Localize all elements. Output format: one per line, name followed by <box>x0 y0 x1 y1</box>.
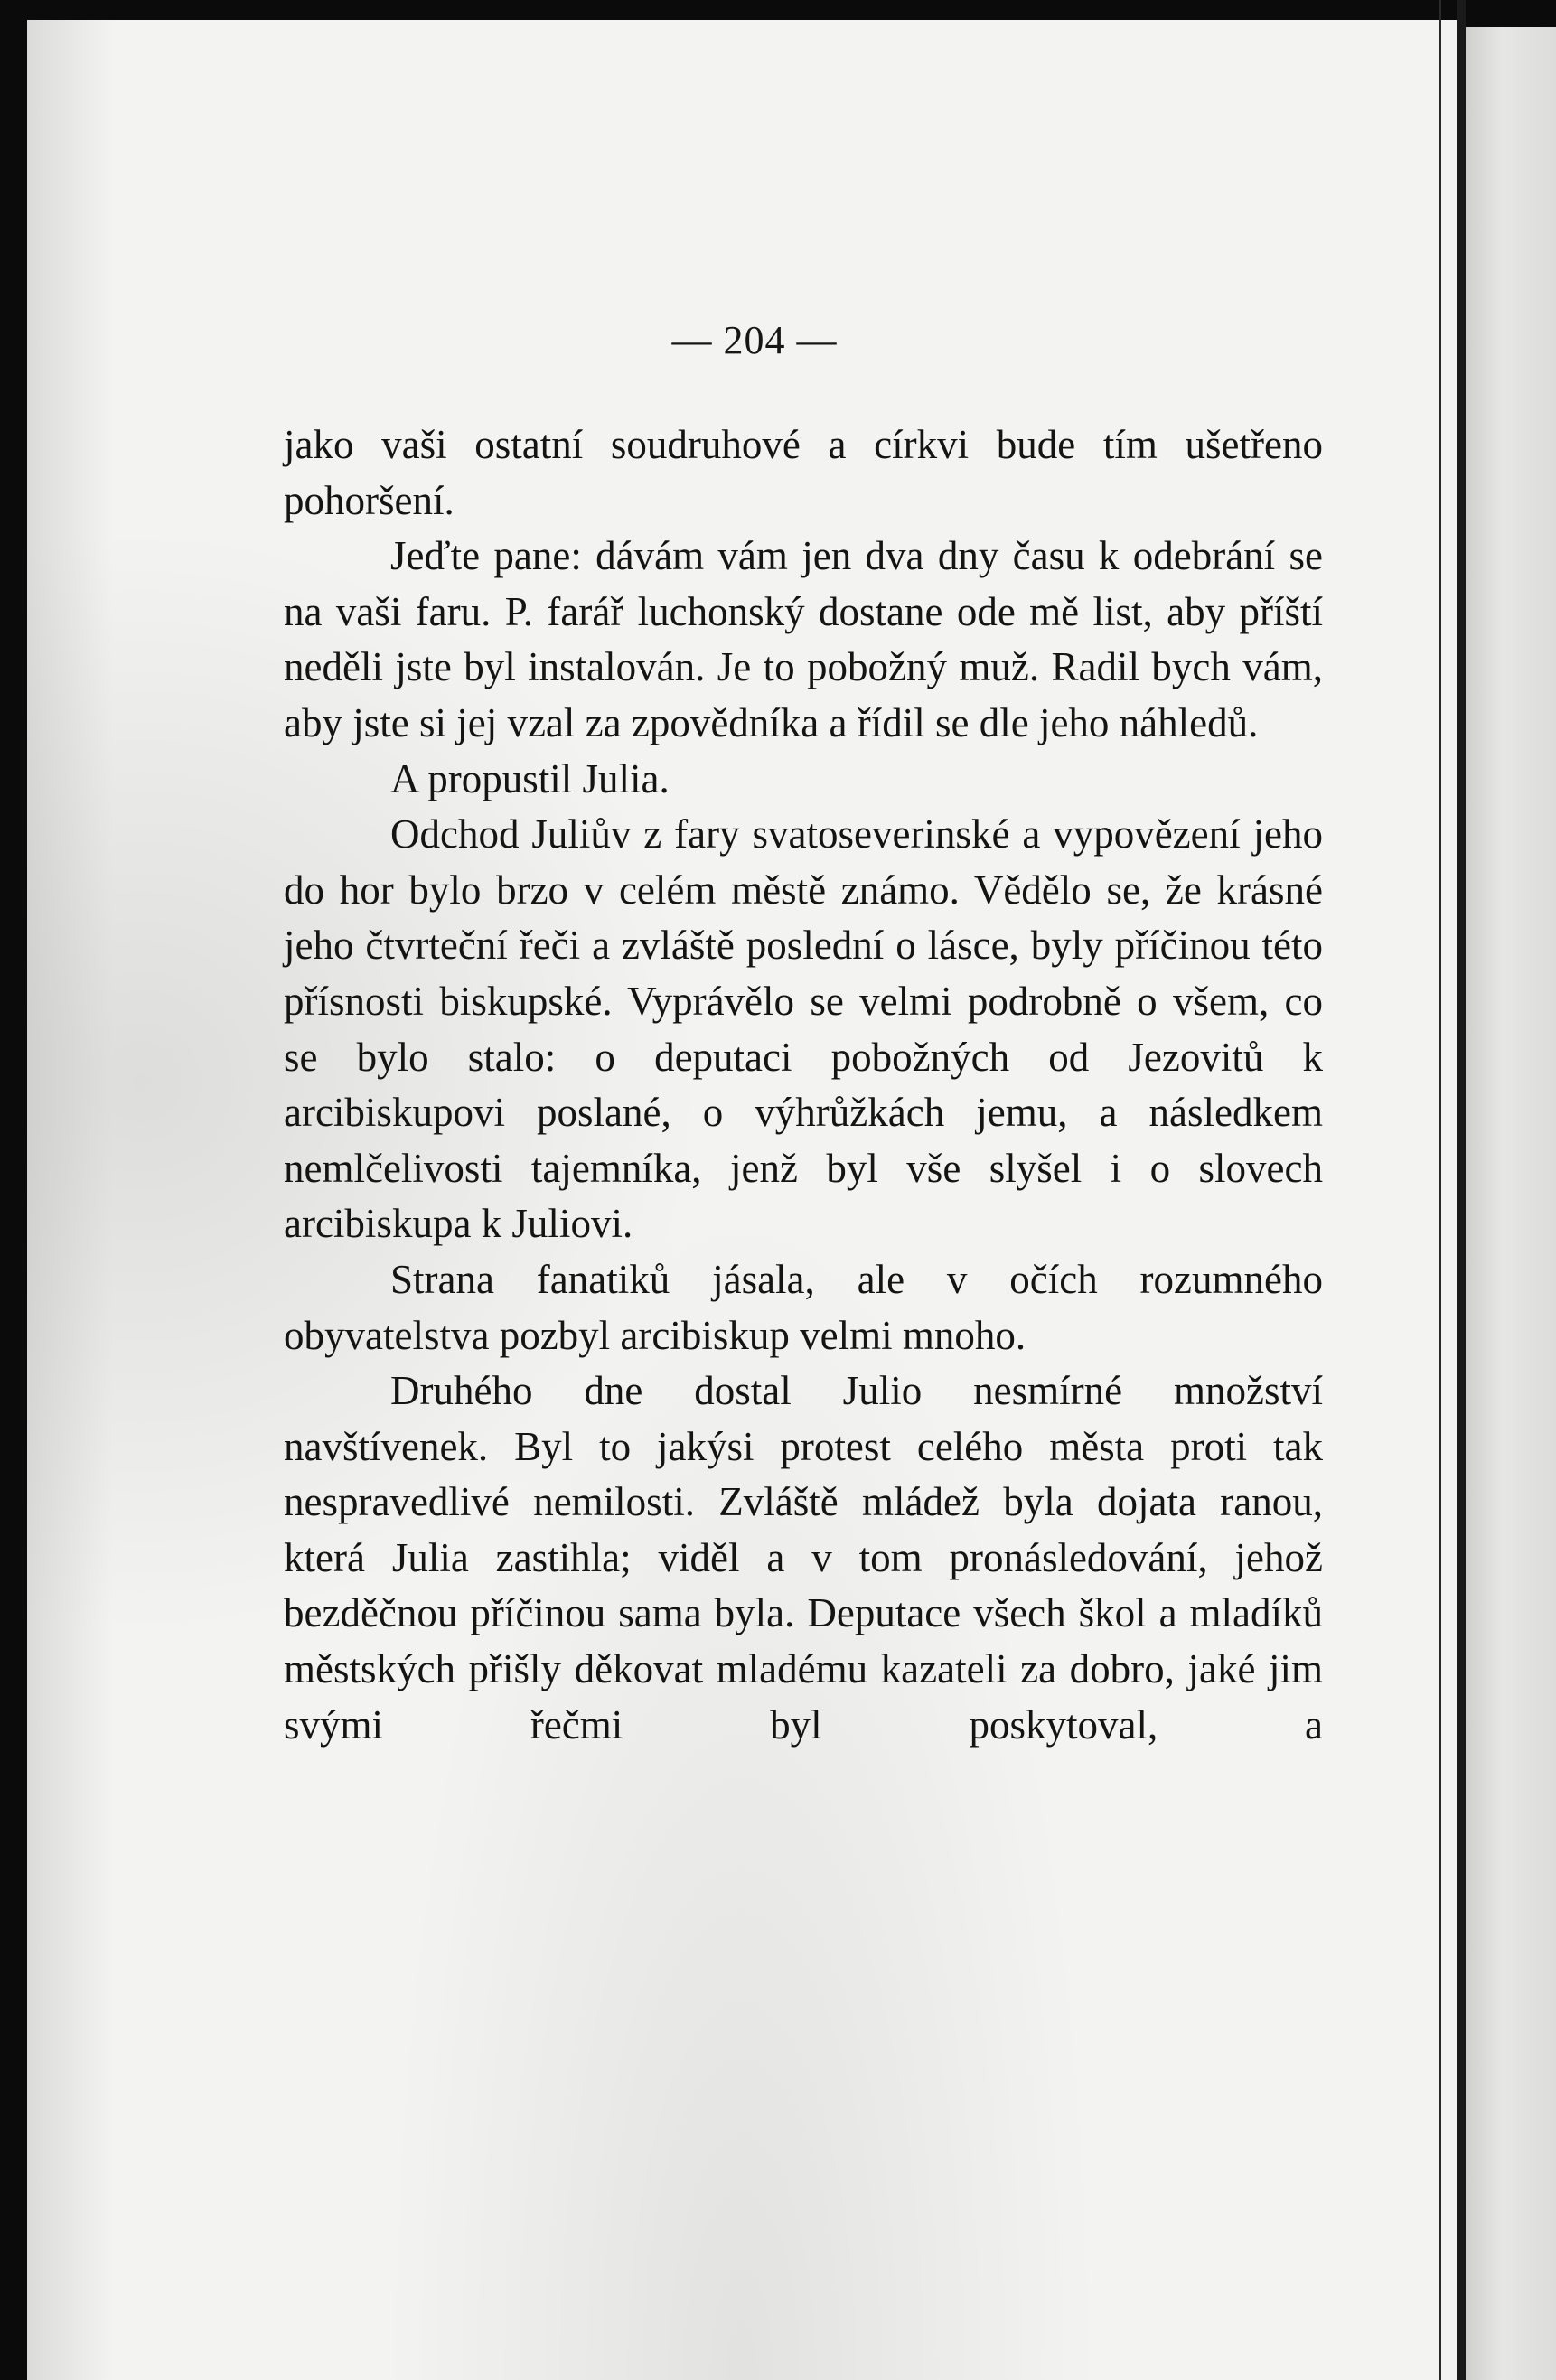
page-number: — 204 — <box>671 318 838 362</box>
adjacent-page-edge <box>1466 27 1556 2380</box>
paragraph-4: Odchod Juliův z fary svatoseverinské a vypovězení jeho do hor bylo brzo v celém městě známo. Vědělo se, že krásné jeho čtvrteční řeči a zvláště poslední o lásce, byly příčinou této přísnosti biskupské. Vyprávělo se velmi podrobně o všem, co se bylo stalo: o deputaci pobožných od Jezovitů k arcibiskupovi poslané, o výhrůžkách jemu, a následkem nemlčelivosti tajemníka, jenž byl vše slyšel i o slovech arcibiskupa k Juliovi. <box>284 811 1323 1247</box>
paragraph-1: jako vaši ostatní soudruhové a církvi bude tím ušetřeno pohoršení. <box>284 422 1323 523</box>
page-sheet <box>27 20 1457 2380</box>
paragraph-6: Druhého dne dostal Julio nesmírné množství navštívenek. Byl to jakýsi protest celého města proti tak nespravedlivé nemilosti. Zvláště mládež byla dojata ranou, která Julia zastihla; viděl a v tom pronásledování, jehož bezděčnou příčinou sama byla. Deputace všech škol a mladíků městských přišly děkovat mladému kazateli za dobro, jaké jim svými řečmi byl poskytoval, a <box>284 1368 1323 1748</box>
binding-edge <box>1439 0 1441 2380</box>
book-gutter <box>1457 0 1466 2380</box>
paragraph-3: A propustil Julia. <box>390 755 670 801</box>
paragraph-5: Strana fanatiků jásala, ale v očích rozumného obyvatelstva pozbyl arcibiskup velmi mnoho. <box>284 1256 1323 1358</box>
paragraph-2: Jeďte pane: dávám vám jen dva dny času k odebrání se na vaši faru. P. farář luchonský dostane ode mě list, aby příští neděli jste byl instalován. Je to pobožný muž. Radil bych vám, aby jste si jej vzal za zpovědníka a řídil se dle jeho náhledů. <box>284 533 1323 745</box>
body-text <box>284 417 1323 1753</box>
